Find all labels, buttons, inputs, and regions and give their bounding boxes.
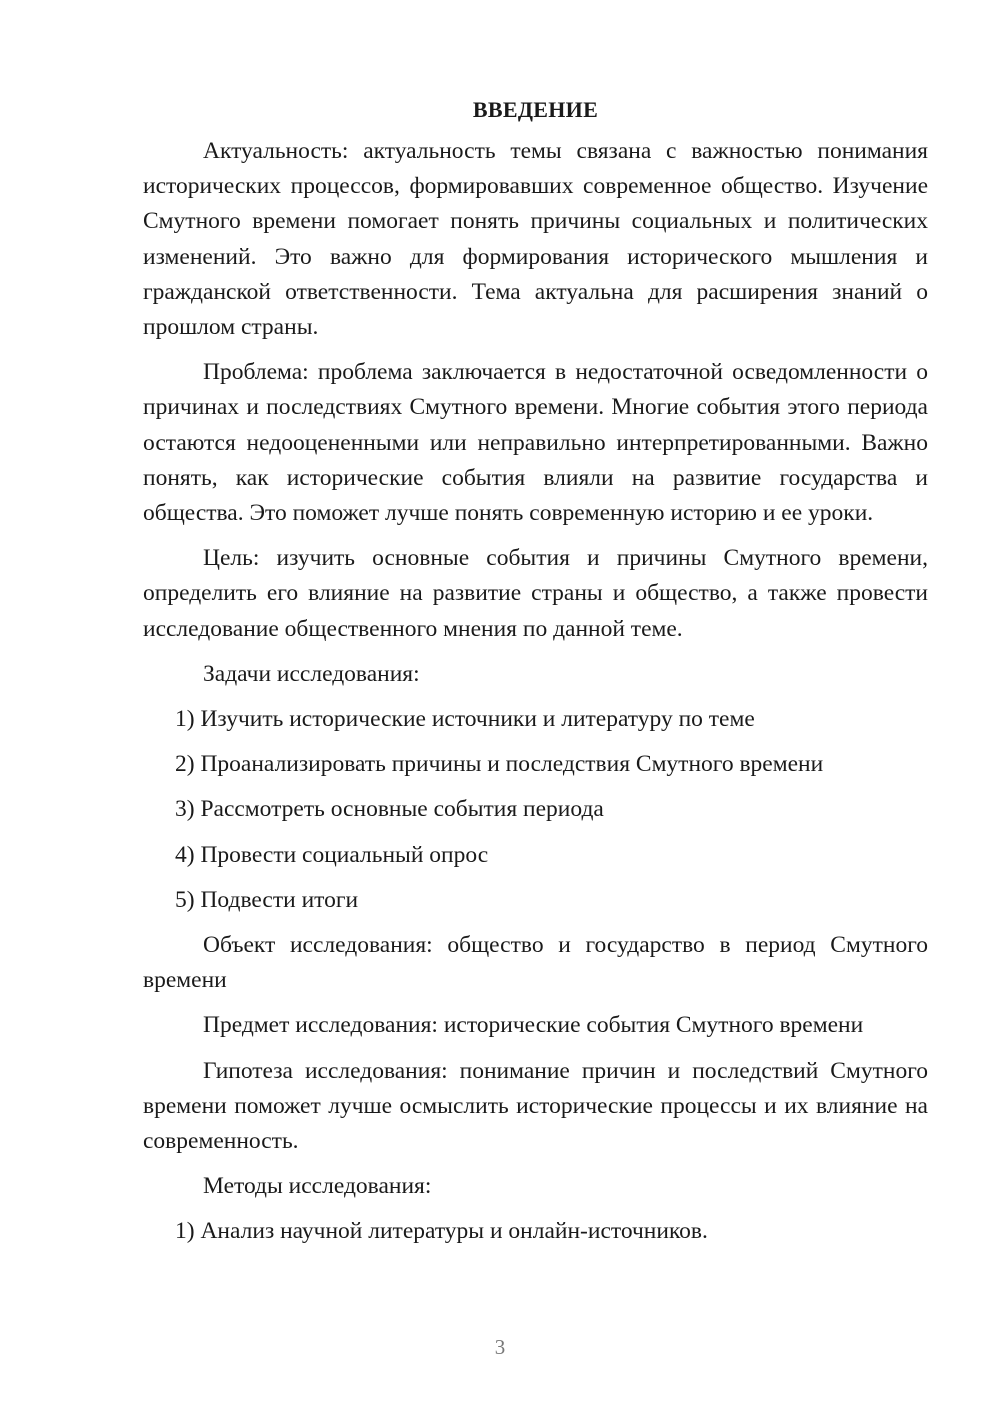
page-content bbox=[143, 92, 928, 1260]
list-item: 1) Изучить исторические источники и литературу по теме bbox=[175, 706, 755, 733]
list-item: 4) Провести социальный опрос bbox=[175, 841, 489, 868]
list-item: 5) Подвести итоги bbox=[175, 886, 359, 913]
goal-paragraph: Цель: изучить основные события и причины Смутного времени, определить его влияние на развитие страны и общество, а также провести исследование общественного мнения по данной теме. bbox=[143, 545, 928, 642]
page-title: ВВЕДЕНИЕ bbox=[472, 97, 599, 122]
subject-paragraph: Предмет исследования: исторические события Смутного времени bbox=[203, 1012, 864, 1039]
list-item: 2) Проанализировать причины и последствия Смутного времени bbox=[175, 751, 824, 778]
methods-list bbox=[143, 1214, 928, 1249]
relevance-paragraph: Актуальность: актуальность темы связана с важностью понимания исторических процессов, формировавших современное общество. Изучение Смутного времени помогает понять причины социальных и политических изменений. Это важно для формирования исторического мышления и гражданской ответственности. Тема актуальна для расширения знаний о прошлом страны. bbox=[143, 138, 928, 341]
list-item: 3) Рассмотреть основные события периода bbox=[175, 796, 604, 823]
hypothesis-paragraph: Гипотеза исследования: понимание причин и последствий Смутного времени поможет лучше осмыслить исторические процессы и их влияние на современность. bbox=[143, 1057, 928, 1155]
page-number: 3 bbox=[494, 1335, 506, 1359]
methods-heading: Методы исследования: bbox=[203, 1173, 432, 1200]
tasks-heading: Задачи исследования: bbox=[203, 660, 420, 687]
object-paragraph: Объект исследования: общество и государство в период Смутного времени bbox=[143, 932, 928, 994]
list-item: 1) Анализ научной литературы и онлайн-источников. bbox=[175, 1218, 708, 1245]
tasks-list bbox=[143, 702, 928, 918]
problem-paragraph: Проблема: проблема заключается в недостаточной осведомленности о причинах и последствиях Смутного времени. Многие события этого периода остаются недооцененными или неправильно интерпретированными. Важно понять, как исторические события влияли на развитие государства и общества. Это поможет лучше понять современную историю и ее уроки. bbox=[143, 359, 928, 527]
